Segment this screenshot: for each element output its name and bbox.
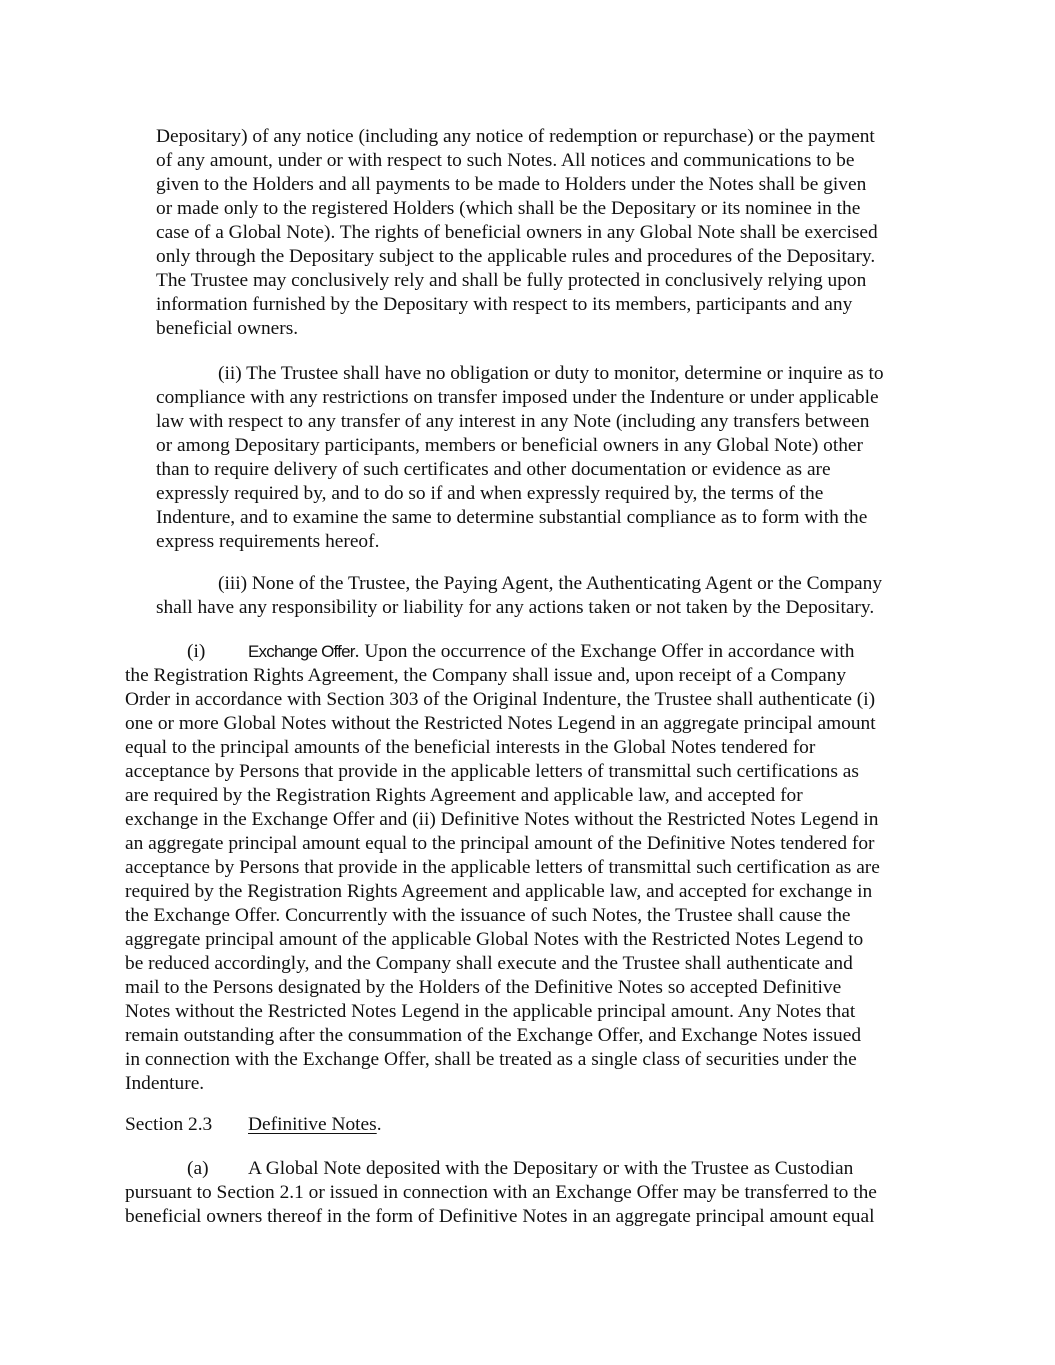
text-line: acceptance by Persons that provide in the applicable letters of transmittal such certification as are [125, 857, 880, 878]
text-line: Indenture, and to examine the same to determine substantial compliance as to form with the [156, 507, 868, 528]
text-line: The Trustee may conclusively rely and shall be fully protected in conclusively relying upon [156, 270, 867, 291]
text-line: given to the Holders and all payments to be made to Holders under the Notes shall be given [156, 174, 867, 195]
text-line: in connection with the Exchange Offer, shall be treated as a single class of securities under the [125, 1049, 857, 1070]
text-line: beneficial owners thereof in the form of Definitive Notes in an aggregate principal amount equal [125, 1206, 875, 1227]
text-line: express requirements hereof. [156, 531, 380, 552]
text-line: A Global Note deposited with the Depositary or with the Trustee as Custodian [248, 1158, 854, 1179]
text-line: Notes without the Restricted Notes Legend in the applicable principal amount. Any Notes that [125, 1001, 856, 1022]
text-line: an aggregate principal amount equal to the principal amount of the Definitive Notes tendered for [125, 833, 875, 854]
text-line: than to require delivery of such certificates and other documentation or evidence as are [156, 459, 831, 480]
text-line: aggregate principal amount of the applicable Global Notes with the Restricted Notes Legend to [125, 929, 864, 950]
text-line: the Exchange Offer. Concurrently with the issuance of such Notes, the Trustee shall cause the [125, 905, 851, 926]
exchange-offer-first-line [248, 640, 854, 664]
text-line: pursuant to Section 2.1 or issued in connection with an Exchange Offer may be transferred to the [125, 1182, 877, 1203]
text-line: information furnished by the Depositary with respect to its members, participants and any [156, 294, 853, 315]
text-line: exchange in the Exchange Offer and (ii) Definitive Notes without the Restricted Notes Legend in [125, 809, 879, 830]
text-line: only through the Depositary subject to the applicable rules and procedures of the Depositary. [156, 246, 876, 267]
section-title-line [248, 1113, 382, 1137]
section-number: Section 2.3 [125, 1114, 213, 1135]
text-line: required by the Registration Rights Agreement and applicable law, and accepted for exchange in [125, 881, 873, 902]
text-line: are required by the Registration Rights Agreement and applicable law, and accepted for [125, 785, 803, 806]
paragraph-marker: (i) [187, 641, 206, 662]
text-line: equal to the principal amounts of the beneficial interests in the Global Notes tendered for [125, 737, 816, 758]
section-title-suffix: . [376, 1114, 382, 1135]
text-line: Order in accordance with Section 303 of the Original Indenture, the Trustee shall authenticate (i) [125, 689, 876, 710]
text-span: . Upon the occurrence of the Exchange Offer in accordance with [354, 641, 855, 662]
text-line: one or more Global Notes without the Restricted Notes Legend in an aggregate principal amount [125, 713, 876, 734]
text-line: case of a Global Note). The rights of beneficial owners in any Global Note shall be exercised [156, 222, 878, 243]
text-line: (iii) None of the Trustee, the Paying Agent, the Authenticating Agent or the Company [218, 573, 883, 594]
text-line: (ii) The Trustee shall have no obligation or duty to monitor, determine or inquire as to [218, 363, 884, 384]
text-line: the Registration Rights Agreement, the Company shall issue and, upon receipt of a Company [125, 665, 847, 686]
text-line: mail to the Persons designated by the Holders of the Definitive Notes so accepted Definitive [125, 977, 842, 998]
text-line: remain outstanding after the consummation of the Exchange Offer, and Exchange Notes issued [125, 1025, 862, 1046]
text-line: of any amount, under or with respect to such Notes. All notices and communications to be [156, 150, 855, 171]
text-line: or among Depositary participants, members or beneficial owners in any Global Note) other [156, 435, 864, 456]
exchange-offer-heading: Exchange Offer [248, 642, 355, 661]
text-line: be reduced accordingly, and the Company shall execute and the Trustee shall authenticate and [125, 953, 853, 974]
text-line: acceptance by Persons that provide in the applicable letters of transmittal such certifications as [125, 761, 859, 782]
section-title: Definitive Notes [248, 1114, 377, 1135]
text-line: Depositary) of any notice (including any notice of redemption or repurchase) or the payment [156, 126, 875, 147]
text-line: shall have any responsibility or liability for any actions taken or not taken by the Depositary. [156, 597, 875, 618]
text-line: compliance with any restrictions on transfer imposed under the Indenture or under applicable [156, 387, 879, 408]
text-line: expressly required by, and to do so if and when expressly required by, the terms of the [156, 483, 824, 504]
text-line: beneficial owners. [156, 318, 299, 339]
paragraph-marker: (a) [187, 1158, 209, 1179]
text-line: Indenture. [125, 1073, 205, 1094]
text-line: or made only to the registered Holders (which shall be the Depositary or its nominee in the [156, 198, 861, 219]
text-line: law with respect to any transfer of any interest in any Note (including any transfers between [156, 411, 870, 432]
